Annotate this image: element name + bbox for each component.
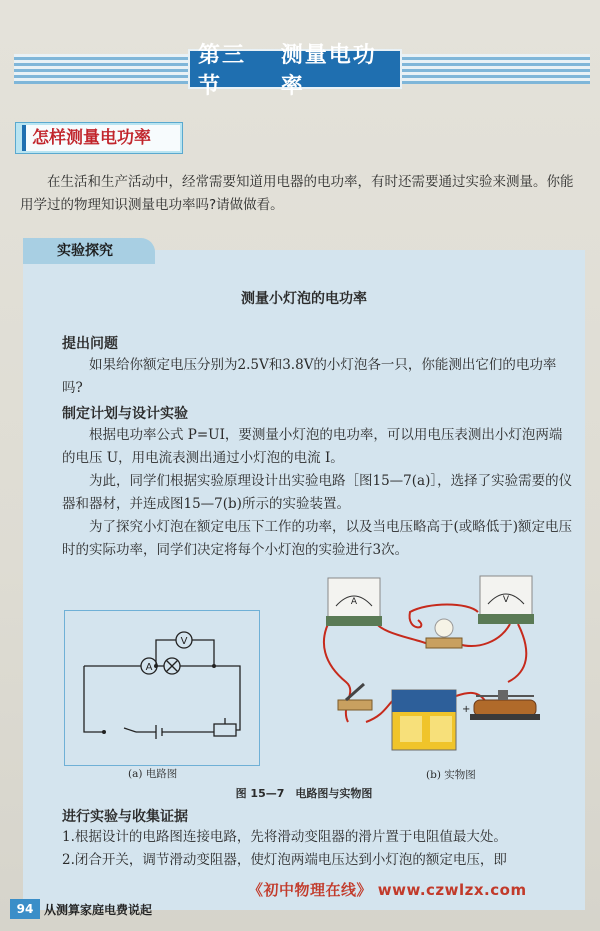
experiment-title: 测量小灯泡的电功率 bbox=[241, 291, 367, 307]
subsection-title: 怎样测量电功率 bbox=[22, 125, 180, 151]
plan-paragraph-2: 为此，同学们根据实验原理设计出实验电路［图15—7(a)］，选择了实验需要的仪器和器材，并连成图15—7(b)所示的实验装置。 bbox=[62, 473, 573, 512]
svg-text:+: + bbox=[462, 704, 471, 715]
procedure-heading: 进行实验与收集证据 bbox=[62, 809, 188, 825]
plan-paragraph-3: 为了探究小灯泡在额定电压下工作的功率，以及当电压略高于(或略低于)额定电压时的实际功率，同学们决定将每个小灯泡的实验进行3次。 bbox=[62, 519, 573, 558]
bulb-base bbox=[426, 638, 462, 648]
switch-contact bbox=[102, 730, 106, 734]
procedure-step-2: 2.闭合开关，调节滑动变阻器，使灯泡两端电压达到小灯泡的额定电压，即 bbox=[62, 852, 507, 868]
figure-caption: 图 15—7 电路图与实物图 bbox=[235, 787, 373, 800]
watermark: 《初中物理在线》 www.czwlzx.com bbox=[248, 881, 527, 899]
question-heading: 提出问题 bbox=[62, 336, 118, 352]
question-text: 如果给你额定电压分别为2.5V和3.8V的小灯泡各一只，你能测出它们的电功率吗? bbox=[62, 357, 557, 396]
ammeter-symbol: A bbox=[145, 662, 153, 673]
procedure-step-1: 1.根据设计的电路图连接电路，先将滑动变阻器的滑片置于电阻值最大处。 bbox=[62, 829, 507, 845]
section-heading bbox=[188, 43, 402, 99]
section-title: 测量电功率 bbox=[280, 43, 377, 99]
figure-a-caption: (a) 电路图 bbox=[128, 768, 178, 780]
plan-paragraph-1: 根据电功率公式 P=UI，要测量小灯泡的电功率，可以用电压表测出小灯泡两端的电压 U，用电流表测出通过小灯泡的电流 I。 bbox=[62, 427, 563, 466]
experiment-tab: 实验探究 bbox=[23, 238, 155, 264]
page-number: 94 bbox=[10, 899, 40, 919]
intro-paragraph: 在生活和生产活动中，经常需要知道用电器的电功率，有时还需要通过实验来测量。你能用学过的物理知识测量电功率吗?请做做看。 bbox=[20, 174, 574, 213]
svg-text:V: V bbox=[502, 595, 510, 605]
rheostat-device bbox=[474, 700, 536, 716]
svg-text:A: A bbox=[350, 597, 358, 607]
section-number: 第三节 bbox=[198, 43, 247, 99]
plan-heading: 制定计划与设计实验 bbox=[62, 406, 188, 422]
circuit-diagram bbox=[64, 610, 260, 766]
switch-device bbox=[338, 700, 372, 710]
apparatus-illustration bbox=[318, 572, 544, 766]
bulb-icon bbox=[435, 619, 453, 637]
figure-b-caption: (b) 实物图 bbox=[426, 769, 476, 781]
chapter-title: 从测算家庭电费说起 bbox=[44, 903, 153, 917]
voltmeter-symbol: V bbox=[180, 636, 188, 647]
